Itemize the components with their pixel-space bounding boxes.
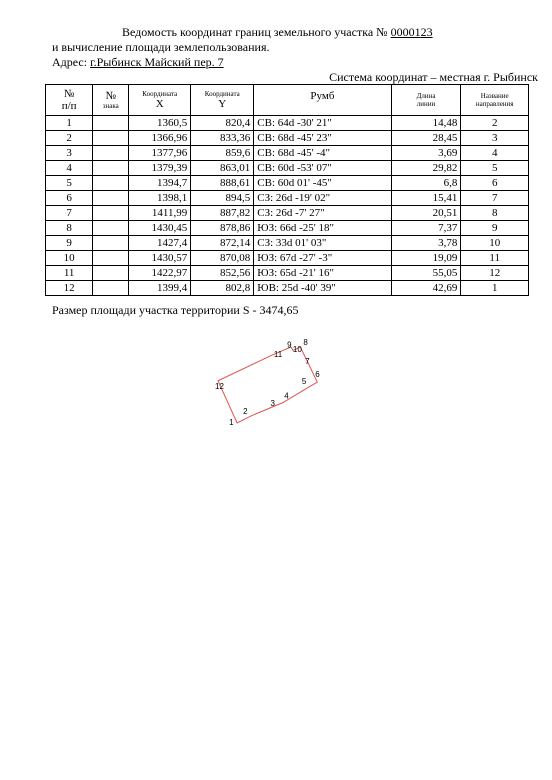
cell-rumb: ЮВ: 25d -40' 39" [254,281,391,296]
parcel-number: 0000123 [390,25,433,39]
cell-direction: 8 [461,206,529,221]
col-header-length: Длина линии [391,85,461,116]
cell-number: 1 [46,116,93,131]
cell-length: 29,82 [391,161,461,176]
cell-y: 852,56 [191,266,254,281]
cell-length: 28,45 [391,131,461,146]
cell-length: 14,48 [391,116,461,131]
cell-number: 4 [46,161,93,176]
cell-x: 1427,4 [129,236,191,251]
col-header-sign: № знака [93,85,129,116]
address-value: г.Рыбинск Майский пер. 7 [90,55,224,69]
cell-direction: 4 [461,146,529,161]
cell-direction: 5 [461,161,529,176]
cell-number: 9 [46,236,93,251]
cell-length: 6,8 [391,176,461,191]
cell-number: 2 [46,131,93,146]
plan-point-label: 5 [301,376,307,386]
cell-x: 1430,57 [129,251,191,266]
cell-rumb: СЗ: 26d -7' 27" [254,206,391,221]
cell-x: 1360,5 [129,116,191,131]
cell-number: 3 [46,146,93,161]
cell-number: 10 [46,251,93,266]
cell-y: 820,4 [191,116,254,131]
cell-direction: 10 [461,236,529,251]
cell-number: 8 [46,221,93,236]
col-header-rumb: Румб [254,85,391,116]
cell-number: 11 [46,266,93,281]
cell-length: 3,69 [391,146,461,161]
cell-direction: 3 [461,131,529,146]
cell-length: 42,69 [391,281,461,296]
plan-point-label: 8 [303,338,308,348]
cell-length: 15,41 [391,191,461,206]
cell-y: 878,86 [191,221,254,236]
address-label: Адрес: [52,55,88,69]
plan-point-label: 4 [284,391,289,401]
cell-rumb: ЮЗ: 67d -27' -3" [254,251,391,266]
cell-x: 1377,96 [129,146,191,161]
cell-y: 888,61 [191,176,254,191]
cell-x: 1430,45 [129,221,191,236]
title-prefix: Ведомость координат границ земельного участка № [122,25,388,39]
cell-rumb: СВ: 68d -45' -4" [254,146,391,161]
cell-length: 20,51 [391,206,461,221]
cell-direction: 7 [461,191,529,206]
cell-x: 1366,96 [129,131,191,146]
plan-point-label: 12 [215,381,224,391]
cell-y: 872,14 [191,236,254,251]
coordinate-system: Система координат – местная г. Рыбинск [329,70,538,84]
cell-number: 6 [46,191,93,206]
cell-number: 7 [46,206,93,221]
plan-point-label: 10 [292,345,302,354]
plan-point-label: 6 [315,370,320,380]
document-subtitle: и вычисление площади землепользования. [52,40,270,54]
cell-x: 1399,4 [129,281,191,296]
cell-x: 1398,1 [129,191,191,206]
col-header-direction: Название направления [461,85,529,116]
cell-x: 1411,99 [129,206,191,221]
cell-rumb: ЮЗ: 66d -25' 18" [254,221,391,236]
cell-rumb: СВ: 64d -30' 21" [254,116,391,131]
cell-direction: 1 [461,281,529,296]
cell-direction: 2 [461,116,529,131]
cell-y: 833,36 [191,131,254,146]
cell-y: 894,5 [191,191,254,206]
cell-number: 5 [46,176,93,191]
cell-y: 887,82 [191,206,254,221]
plan-point-label: 11 [273,350,283,360]
plan-point-label: 2 [243,406,248,416]
cell-direction: 9 [461,221,529,236]
cell-length: 7,37 [391,221,461,236]
cell-length: 55,05 [391,266,461,281]
plan-point-label: 7 [305,357,310,367]
plan-point-label: 9 [287,340,292,350]
plan-point-label: 3 [270,399,275,408]
col-header-x: Координата X [129,85,191,116]
col-header-number: № п/п [46,85,93,116]
plan-point-label: 1 [229,417,234,427]
cell-y: 863,01 [191,161,254,176]
cell-length: 3,78 [391,236,461,251]
cell-direction: 11 [461,251,529,266]
cell-rumb: ЮЗ: 65d -21' 16" [254,266,391,281]
cell-direction: 6 [461,176,529,191]
cell-x: 1379,39 [129,161,191,176]
cell-rumb: СВ: 68d -45' 23" [254,131,391,146]
cell-length: 19,09 [391,251,461,266]
cell-rumb: СЗ: 26d -19' 02" [254,191,391,206]
col-header-y: Координата Y [191,85,254,116]
cell-rumb: СЗ: 33d 01' 03" [254,236,391,251]
cell-number: 12 [46,281,93,296]
cell-rumb: СВ: 60d -53' 07" [254,161,391,176]
area-summary: Размер площади участка территории S - 3474,65 [52,303,299,317]
cell-y: 859,6 [191,146,254,161]
cell-direction: 12 [461,266,529,281]
cell-y: 870,08 [191,251,254,266]
cell-x: 1422,97 [129,266,191,281]
cell-y: 802,8 [191,281,254,296]
cell-x: 1394,7 [129,176,191,191]
cell-rumb: СВ: 60d 01' -45" [254,176,391,191]
